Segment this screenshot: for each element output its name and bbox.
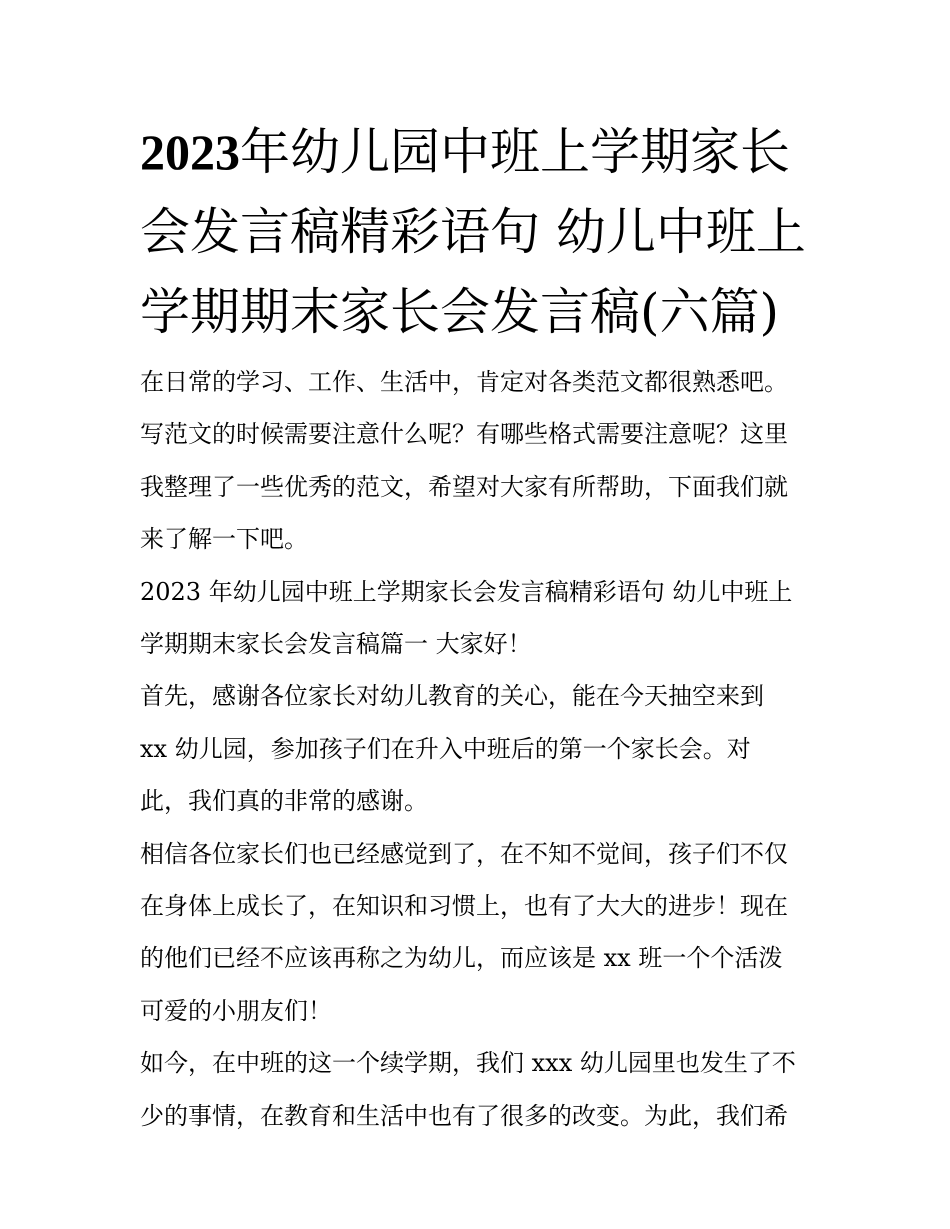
text-line: 在身体上成长了，在知识和习惯上，也有了大大的进步！现在 — [140, 892, 788, 921]
text-line: 少的事情，在教育和生活中也有了很多的改变。为此，我们希 — [140, 1101, 788, 1130]
section-heading-paragraph — [140, 566, 820, 671]
document-title — [140, 112, 820, 352]
title-year: 2023 — [140, 124, 240, 180]
title-line: 学期期末家长会发言稿(六篇) — [140, 283, 780, 341]
text-line: 此，我们真的非常的感谢。 — [140, 787, 428, 816]
text-line: 在日常的学习、工作、生活中，肯定对各类范文都很熟悉吧。 — [140, 368, 788, 396]
body-paragraph — [140, 670, 820, 827]
text-line: 写范文的时候需要注意什么呢？有哪些格式需要注意呢？这里 — [140, 420, 788, 449]
title-line-text: 年幼儿园中班上学期家长 — [240, 123, 790, 181]
document-body — [140, 356, 820, 1142]
title-line: 会发言稿精彩语句 幼儿中班上 — [140, 203, 806, 261]
text-line: 首先，感谢各位家长对幼儿教育的关心，能在今天抽空来到 — [140, 682, 764, 711]
intro-paragraph — [140, 356, 820, 566]
text-line: 可爱的小朋友们！ — [140, 996, 332, 1025]
text-line: 2023 年幼儿园中班上学期家长会发言稿精彩语句 幼儿中班上 — [140, 577, 793, 606]
text-line: 来了解一下吧。 — [140, 525, 308, 554]
text-line: 相信各位家长们也已经感觉到了，在不知不觉间，孩子们不仅 — [140, 839, 788, 868]
body-paragraph — [140, 828, 820, 1038]
text-line: 学期期末家长会发言稿篇一 大家好！ — [140, 630, 532, 659]
text-line: 如今，在中班的这一个续学期，我们 xxx 幼儿园里也发生了不 — [140, 1049, 796, 1078]
title-line — [140, 112, 820, 192]
text-line: xx 幼儿园，参加孩子们在升入中班后的第一个家长会。对 — [140, 734, 751, 763]
text-line: 的他们已经不应该再称之为幼儿，而应该是 xx 班一个个活泼 — [140, 944, 783, 973]
body-paragraph — [140, 1037, 820, 1142]
text-line: 我整理了一些优秀的范文，希望对大家有所帮助，下面我们就 — [140, 472, 788, 501]
